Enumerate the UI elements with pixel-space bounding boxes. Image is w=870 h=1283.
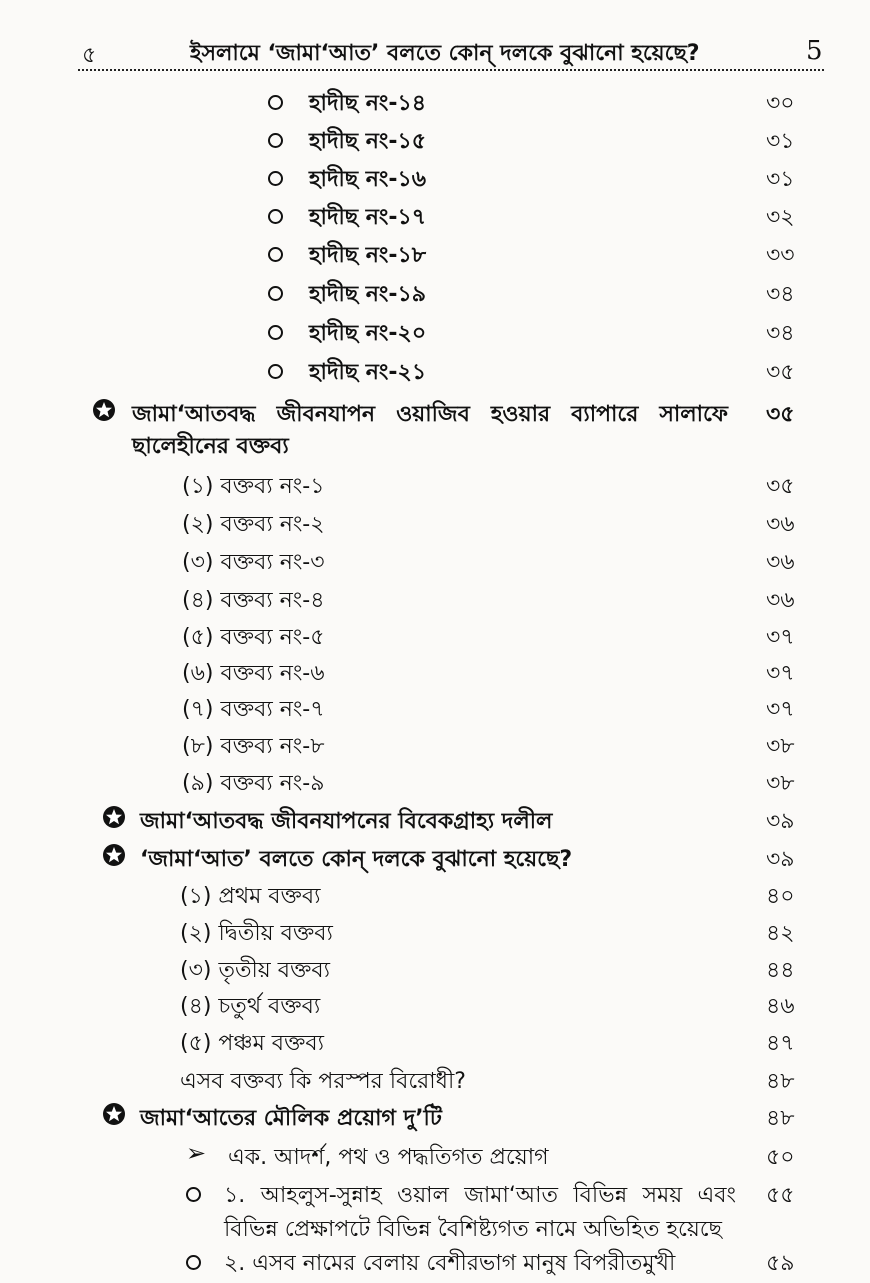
entry-label: (৯) বক্তব্য নং-৯ (182, 771, 325, 796)
toc-section-usage[interactable] (0, 1099, 870, 1137)
word: হওয়ার (490, 402, 551, 427)
entry-page: ৩৭ (766, 661, 795, 686)
word: আহলুস-সুন্নাহ (260, 1183, 382, 1208)
entry-page: ৩১ (766, 129, 795, 154)
toc-entry-statement-4[interactable] (0, 581, 870, 619)
entry-label: হাদীছ নং-১৭ (309, 205, 427, 230)
circle-bullet-icon (268, 209, 283, 224)
toc-entry-ahlus-sunnah[interactable] (0, 1176, 870, 1246)
toc-entry-opinion-5[interactable] (0, 1024, 870, 1062)
word: জামা‘আত (464, 1183, 559, 1208)
entry-page: ৩৪ (766, 282, 795, 307)
entry-page: ৩৫ (766, 474, 795, 499)
entry-label: (৩) তৃতীয় বক্তব্য (180, 958, 330, 983)
word: সালাফে (659, 402, 728, 427)
toc-entry-statement-1[interactable] (0, 467, 870, 505)
entry-label: এক. আদর্শ, পথ ও পদ্ধতিগত প্রয়োগ (228, 1145, 549, 1170)
circle-bullet-icon (268, 171, 283, 186)
entry-page: ৪৪ (766, 958, 795, 983)
toc-entry-opinion-1[interactable] (0, 877, 870, 915)
circle-bullet-icon (268, 133, 283, 148)
entry-label-line-2: ছালেহীনের বক্তব্য (132, 434, 289, 459)
toc-entry-opinion-3[interactable] (0, 951, 870, 989)
word: জীবনযাপন (276, 402, 376, 427)
entry-label: জামা‘আতবদ্ধ জীবনযাপনের বিবেকগ্রাহ্য দলীল (140, 809, 553, 834)
entry-label: (৭) বক্তব্য নং-৭ (182, 697, 325, 722)
circle-bullet-icon (268, 325, 283, 340)
toc-entry-hadith-17[interactable] (0, 198, 870, 236)
entry-label: জামা‘আতের মৌলিক প্রয়োগ দু’টি (140, 1106, 442, 1131)
star-bullet-icon (92, 398, 116, 422)
toc-entry-statement-2[interactable] (0, 505, 870, 543)
entry-label: (৫) বক্তব্য নং-৫ (182, 625, 325, 650)
word: জামা‘আতবদ্ধ (132, 402, 256, 427)
toc-entry-statement-7[interactable] (0, 690, 870, 728)
toc-entry-hadith-16[interactable] (0, 160, 870, 198)
toc-entry-opinion-4[interactable] (0, 987, 870, 1025)
entry-label: হাদীছ নং-১৯ (309, 282, 427, 307)
entry-page: ৩৫ (766, 360, 795, 385)
entry-page: ৪০ (766, 884, 795, 909)
toc-entry-usage-one[interactable] (0, 1138, 870, 1176)
entry-page: ৩৬ (766, 512, 795, 537)
circle-bullet-icon (268, 95, 283, 110)
word: ১. (224, 1183, 246, 1208)
word: ব্যাপারে (571, 402, 639, 427)
toc-entry-hadith-14[interactable] (0, 84, 870, 122)
toc-entry-hadith-18[interactable] (0, 236, 870, 274)
entry-page: ৪২ (766, 921, 795, 946)
entry-label: হাদীছ নং-২১ (309, 360, 427, 385)
entry-page: ৩৯ (766, 847, 795, 872)
entry-page: ৪৬ (766, 994, 795, 1019)
entry-label: (৬) বক্তব্য নং-৬ (182, 661, 325, 686)
toc-entry-hadith-15[interactable] (0, 122, 870, 160)
entry-label: (৮) বক্তব্য নং-৮ (182, 734, 325, 759)
entry-label: (৩) বক্তব্য নং-৩ (182, 550, 325, 575)
entry-page: ৫৫ (766, 1183, 795, 1208)
word: এবং (697, 1183, 736, 1208)
entry-page: ৩৯ (766, 809, 795, 834)
entry-label-line-2: বিভিন্ন প্রেক্ষাপটে বিভিন্ন বৈশিষ্ট্যগত নামে অভিহিত হয়েছে (224, 1217, 722, 1242)
entry-page: ৩৮ (766, 771, 795, 796)
entry-label: (১) বক্তব্য নং-১ (182, 474, 325, 499)
entry-label: ২. এসব নামের বেলায় বেশীরভাগ মানুষ বিপরীতমুখী (224, 1251, 676, 1276)
entry-label: (২) বক্তব্য নং-২ (182, 512, 325, 537)
entry-page: ৩০ (766, 91, 795, 116)
toc-entry-statement-9[interactable] (0, 764, 870, 802)
entry-label: হাদীছ নং-১৪ (309, 91, 427, 116)
entry-page: ৪৮ (766, 1106, 795, 1131)
toc-section-meaning[interactable] (0, 840, 870, 878)
entry-label: হাদীছ নং-১৫ (309, 129, 427, 154)
entry-label: এসব বক্তব্য কি পরস্পর বিরোধী? (180, 1069, 466, 1094)
entry-page: ৩৭ (766, 697, 795, 722)
star-bullet-icon (102, 1102, 126, 1126)
entry-page: ৩৭ (766, 625, 795, 650)
entry-label: (৪) বক্তব্য নং-৪ (182, 588, 325, 613)
entry-page: ৪৭ (766, 1031, 795, 1056)
header-title: ইসলামে ‘জামা‘আত’ বলতে কোন্ দলকে বুঝানো হয়েছে? (190, 41, 700, 66)
entry-label: (১) প্রথম বক্তব্য (180, 884, 321, 909)
word: সময় (642, 1183, 683, 1208)
entry-label: ‘জামা‘আত’ বলতে কোন্ দলকে বুঝানো হয়েছে? (140, 847, 573, 872)
toc-entry-statement-8[interactable] (0, 727, 870, 765)
entry-page: ৪৮ (766, 1069, 795, 1094)
header-dotted-rule (78, 69, 824, 71)
star-bullet-icon (102, 843, 126, 867)
toc-section-rational-evidence[interactable] (0, 802, 870, 840)
toc-entry-names-cutoff[interactable] (0, 1244, 870, 1282)
entry-label: হাদীছ নং-১৬ (309, 167, 427, 192)
entry-label-line-1 (224, 1178, 736, 1215)
circle-bullet-icon (268, 364, 283, 379)
toc-entry-contradiction[interactable] (0, 1062, 870, 1100)
circle-bullet-icon (186, 1187, 201, 1202)
word: ওয়াজিব (396, 402, 470, 427)
toc-entry-hadith-19[interactable] (0, 275, 870, 313)
entry-page: ৩৬ (766, 588, 795, 613)
word: বিভিন্ন (573, 1183, 628, 1208)
header-left-page-number: ৫ (82, 43, 97, 68)
entry-page: ৩৩ (766, 243, 795, 268)
entry-page: ৩৫ (766, 402, 795, 427)
entry-page: ৫০ (766, 1145, 795, 1170)
entry-label: হাদীছ নং-২০ (309, 321, 427, 346)
entry-page: ৫৯ (766, 1251, 795, 1276)
entry-label: (৪) চতুর্থ বক্তব্য (180, 994, 321, 1019)
toc-entry-statement-6[interactable] (0, 654, 870, 692)
star-bullet-icon (102, 805, 126, 829)
toc-entry-hadith-20[interactable] (0, 314, 870, 352)
toc-section-salaf[interactable] (0, 395, 870, 465)
entry-page: ৩১ (766, 167, 795, 192)
entry-page: ৩৬ (766, 550, 795, 575)
toc-entry-opinion-2[interactable] (0, 914, 870, 952)
circle-bullet-icon (268, 286, 283, 301)
entry-label: হাদীছ নং-১৮ (309, 243, 427, 268)
header-right-page-number: 5 (806, 36, 823, 66)
entry-page: ৩২ (766, 205, 795, 230)
word: ওয়াল (397, 1183, 449, 1208)
entry-label: (২) দ্বিতীয় বক্তব্য (180, 921, 333, 946)
circle-bullet-icon (186, 1255, 201, 1270)
arrow-bullet-icon: ➢ (186, 1139, 207, 1167)
toc-entry-statement-3[interactable] (0, 543, 870, 581)
toc-entry-statement-5[interactable] (0, 618, 870, 656)
entry-label: (৫) পঞ্চম বক্তব্য (180, 1031, 325, 1056)
toc-entry-hadith-21[interactable] (0, 353, 870, 391)
entry-page: ৩৪ (766, 321, 795, 346)
entry-page: ৩৮ (766, 734, 795, 759)
circle-bullet-icon (268, 247, 283, 262)
